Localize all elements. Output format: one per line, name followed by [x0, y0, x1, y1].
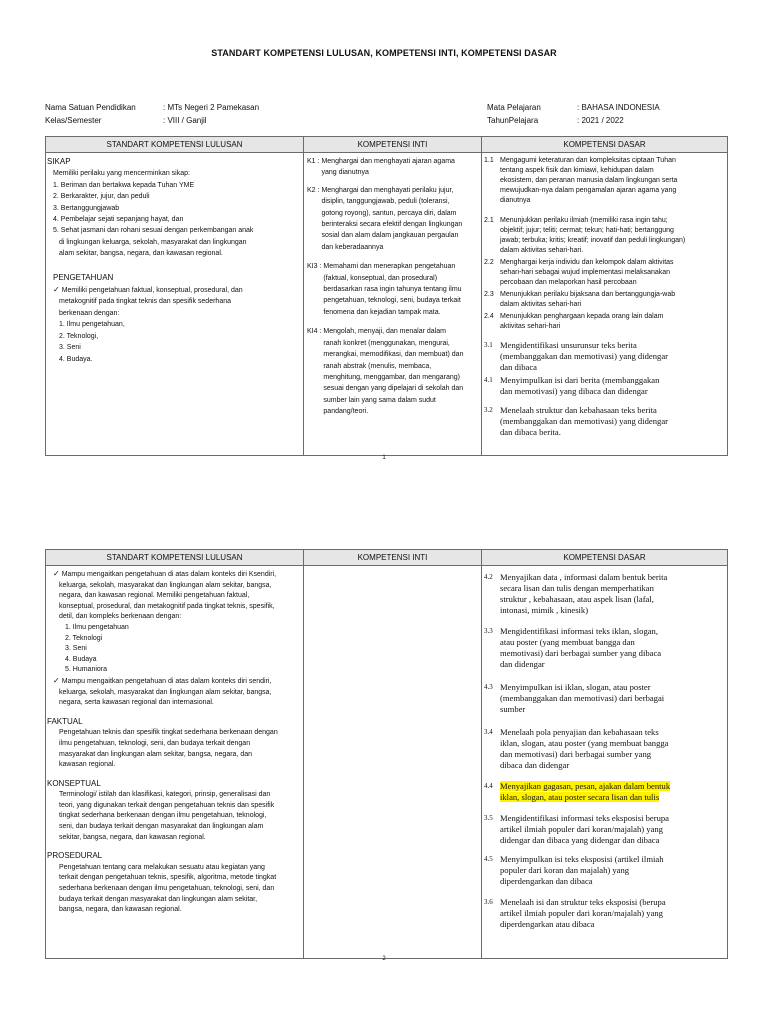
text-line: pengetahuan, teknologi, seni, budaya terkait: [323, 297, 461, 305]
page-number: 2: [382, 956, 386, 962]
meta-value: : VIII / Ganjil: [163, 116, 207, 125]
kd-number: 3.4: [484, 728, 493, 736]
ki-item: [307, 261, 477, 318]
text-line: sehari-hari sebagai wujud implementasi melaksanakan: [500, 269, 671, 276]
text-line: mewujudkan-nya dalam pengamalan ajaran agama yang: [500, 187, 677, 194]
text-line: pandang/teori.: [323, 408, 369, 416]
text-line: objektif; jujur; teliti; cermat; tekun; hati-hati; bertanggung: [500, 227, 674, 234]
text-line: negara, dan kawasan regional. Memiliki pengetahuan faktual,: [59, 592, 250, 600]
text-line: Mengidentifikasi informasi teks eksposisi berupa: [500, 813, 669, 823]
kd-number: 2.4: [484, 313, 494, 320]
text-line: didengar dan dibaca yang didengar dan dibaca: [500, 835, 660, 845]
text-line: atau poster (yang membuat bangga dan: [500, 637, 635, 647]
kd-item: [484, 897, 723, 930]
text-line: dibaca dan didengar: [500, 760, 570, 770]
text-line: Mengidentifikasi informasi teks iklan, slogan,: [500, 626, 659, 636]
list-item: 4. Budaya: [65, 655, 97, 663]
list-item: 5. Sehat jasmani dan rohani sesuai dengan perkembangan anak: [53, 227, 254, 235]
text-line: berdasarkan rasa ingin tahunya tentang ilmu: [323, 286, 462, 294]
text-line: percobaan dan melaporkan hasil percobaan: [500, 279, 637, 286]
list-item: 3. Bertanggungjawab: [53, 204, 120, 212]
text-line: ranah konkret (menggunakan, mengurai,: [323, 339, 450, 347]
text-line: kawasan regional.: [59, 761, 116, 769]
highlighted-text: iklan, slogan, atau poster secara lisan dan tulis: [500, 792, 660, 802]
text-line: (faktual, konseptual, dan prosedural): [323, 274, 438, 282]
text-line: Menghargai dan menghayati perilaku jujur,: [321, 186, 454, 194]
text-line: bangsa, negara, dan kawasan regional.: [59, 906, 182, 914]
kd-item: [484, 727, 723, 771]
text-line: sosial dan alam dalam jangkauan pergaulan: [321, 232, 459, 240]
section-heading-konseptual: KONSEPTUAL: [47, 778, 101, 788]
competency-table-2: [45, 549, 728, 959]
kd-number: 2.1: [484, 217, 494, 224]
kd-item: [484, 258, 723, 288]
text-line: (membanggakan dan memotivasi) yang didengar: [500, 416, 669, 426]
meta-label: Kelas/Semester: [45, 116, 102, 125]
text-line: sederhana berkenaan dengan ilmu pengetahuan, teknologi, seni, dan: [59, 885, 275, 893]
text-line: Terminologi/ istilah dan klasifikasi, kategori, prinsip, generalisasi dan: [59, 791, 271, 799]
page-number: 1: [382, 455, 386, 461]
text-line: detil, dan kompleks berkenaan dengan:: [59, 613, 182, 621]
ki-item: [307, 326, 477, 417]
kd-number: 1.1: [484, 157, 494, 164]
ki-item: [307, 185, 477, 253]
text-line: dan dibaca: [500, 362, 537, 372]
text-line: Memahami dan menerapkan pengetahuan: [323, 263, 456, 271]
text-line: Menunjukkan penghargaan kepada orang lain dalam: [500, 313, 664, 320]
kd-item: [484, 290, 723, 310]
text-line: masyarakat dan lingkungan alam sekitar, bangsa, negara, dan: [59, 750, 253, 758]
kd-number: 4.4: [484, 782, 493, 790]
kd-item: [484, 572, 723, 616]
text-line: terkait dengan pengetahuan teknis, spesifik, algoritma, metode tingkat: [59, 874, 277, 882]
ki-key: K1 :: [307, 158, 320, 165]
text-line: gotong royong), santun, percaya diri, dalam: [321, 209, 457, 217]
document-page-1: [0, 0, 768, 470]
list-item: 4. Budaya.: [59, 355, 93, 363]
competency-table-1: [45, 136, 728, 456]
document-page-2: [0, 490, 768, 1024]
list-item: 3. Seni: [65, 645, 87, 653]
text-line: diperdengarkan atau dibaca: [500, 919, 595, 929]
kd-item: [484, 626, 723, 670]
list-item: di lingkungan keluarga, sekolah, masyarakat dan lingkungan: [59, 238, 247, 246]
column-header-skl: STANDART KOMPETENSI LULUSAN: [46, 137, 304, 153]
text-line: Menyimpulkan isi iklan, slogan, atau poster: [500, 682, 651, 692]
kd-number: 3.3: [484, 627, 493, 635]
kd-number: 2.3: [484, 291, 494, 298]
kd-item: [484, 340, 723, 373]
checklist-line: ✓ Mampu mengaitkan pengetahuan di atas dalam konteks diri sendiri,: [47, 676, 299, 688]
text-line: dianutnya: [500, 197, 531, 204]
checklist-line: ✓ Memiliki pengetahuan faktual, konseptual, prosedural, dan: [47, 284, 299, 296]
text-line: tingkat sederhana berkenaan dengan ilmu pengetahuan, teknologi,: [59, 812, 267, 820]
text-line: Menunjukkan perilaku bijaksana dan bertanggungja-wab: [500, 291, 676, 298]
text-line: Menyimpulkan isi dari berita (membanggakan: [500, 375, 660, 385]
meta-label: Nama Satuan Pendidikan: [45, 103, 136, 112]
text-line: Pengetahuan teknis dan spesifik tingkat sederhana berkenaan dengan: [59, 729, 278, 737]
text-line: keluarga, sekolah, masyarakat dan lingkungan alam sekitar, bangsa,: [59, 688, 272, 696]
skl-cell: [46, 566, 304, 959]
ki-key: KI4 :: [307, 328, 322, 336]
text-line: artikel ilmiah populer dari koran/majalah) yang: [500, 824, 663, 834]
text-line: jawab; terbuka; kritis; kreatif; inovatif dan peduli lingkungan): [500, 237, 686, 244]
text-line: keluarga, sekolah, masyarakat dan lingkungan alam sekitar, bangsa,: [59, 581, 272, 589]
ki-key: K2 :: [307, 186, 320, 194]
kd-item: [484, 312, 723, 332]
text-line: ranah abstrak (menulis, membaca,: [323, 362, 432, 370]
text-line: konseptual, prosedural, dan metakognitif pada tingkat teknis, spesifik,: [59, 602, 275, 610]
ki-cell: [304, 566, 482, 959]
text-line: merangkai, memodifikasi, dan membuat) dan: [323, 351, 464, 359]
text-line: metakognitif pada tingkat teknis dan spesifik sederhana: [59, 298, 231, 306]
column-header-ki: KOMPETENSI INTI: [304, 550, 482, 566]
kd-number: 4.5: [484, 855, 493, 863]
kd-item: [484, 682, 723, 715]
text-line: yang dianutnya: [321, 169, 369, 177]
text-line: Menyimpulkan isi teks eksposisi (artikel ilmiah: [500, 854, 664, 864]
list-item: 4. Pembelajar sejati sepanjang hayat, dan: [53, 216, 184, 224]
meta-row: [487, 114, 660, 127]
text-line: tentang aspek fisik dan kimiawi, kehidupan dalam: [500, 167, 654, 174]
meta-row: [487, 101, 660, 114]
ki-item: [307, 156, 477, 179]
text-line: secara lisan dan tulis dengan memperhatikan: [500, 583, 654, 593]
list-item: 1. Ilmu pengetahuan: [65, 623, 129, 631]
text-line: berkenaan dengan:: [59, 309, 120, 317]
kd-item: [484, 813, 723, 846]
kd-number: 4.3: [484, 683, 493, 691]
list-item: 2. Berkarakter, jujur, dan peduli: [53, 193, 150, 201]
section-heading-prosedural: PROSEDURAL: [47, 851, 103, 861]
kd-item: [484, 375, 723, 397]
list-item: 1. Ilmu pengetahuan,: [59, 321, 125, 329]
kd-number: 4.1: [484, 376, 493, 384]
column-header-kd: KOMPETENSI DASAR: [482, 137, 728, 153]
kd-number: 3.1: [484, 341, 493, 349]
text-line: populer dari koran dan majalah) yang: [500, 865, 630, 875]
text-line: budaya terkait dengan masyarakat dan lingkungan alam sekitar,: [59, 895, 258, 903]
text-line: Mengolah, menyaji, dan menalar dalam: [323, 328, 446, 336]
text-line: disiplin, tanggungjawab, peduli (toleransi,: [321, 198, 450, 206]
text-line: dan didengar: [500, 659, 545, 669]
meta-label: TahunPelajara: [487, 116, 539, 125]
text-line: artikel ilmiah populer dari koran/majalah) yang: [500, 908, 663, 918]
kd-number: 3.2: [484, 406, 493, 414]
list-item: 2. Teknologi: [65, 634, 103, 642]
text-line: intonasi, mimik , kinesik): [500, 605, 589, 615]
kd-number: 4.2: [484, 573, 493, 581]
text-line: sumber lain yang sama dalam sudut: [323, 396, 436, 404]
text-line: menghitung, menggambar, dan mengarang): [323, 373, 460, 381]
text-line: sesuai dengan yang dipelajari di sekolah dan: [323, 385, 464, 393]
text-line: fenomena dan kejadian tampak mata.: [323, 308, 441, 316]
kd-cell: [482, 566, 728, 959]
section-heading-pengetahuan: PENGETAHUAN: [53, 272, 114, 282]
text-line: Pengetahuan tentang cara melakukan sesuatu atau kegiatan yang: [59, 863, 265, 871]
text-line: dan memotivasi) yang dibaca dan didengar: [500, 386, 648, 396]
text-line: ekosistem, dan peranan manusia dalam lingkungan serta: [500, 177, 678, 184]
text-line: Menunjukkan perilaku ilmiah (memiliki rasa ingin tahu;: [500, 217, 668, 224]
text-line: teori, yang digunakan terkait dengan pengetahuan teknis dan spesifik: [59, 801, 275, 809]
skl-cell: [46, 153, 304, 456]
text-line: aktivitas sehari-hari: [500, 323, 561, 330]
list-item: 1. Beriman dan bertakwa kepada Tuhan YME: [53, 181, 195, 189]
text-line: negara, serta kawasan regional dan internasional.: [59, 699, 214, 707]
kd-item: [484, 405, 723, 438]
section-heading-sikap: SIKAP: [47, 157, 71, 166]
list-item: 5. Humaniora: [65, 666, 108, 674]
text-line: dalam aktivitas sehari-hari: [500, 301, 582, 308]
meta-label: Mata Pelajaran: [487, 103, 541, 112]
kd-item-highlighted: [484, 781, 723, 803]
ki-key: KI3 :: [307, 263, 322, 271]
text-line: iklan, slogan, atau poster (yang membuat bangga: [500, 738, 669, 748]
page-title: STANDART KOMPETENSI LULUSAN, KOMPETENSI INTI, KOMPETENSI DASAR: [211, 48, 557, 58]
text-line: Menelaah pola penyajian dan kebahasaan teks: [500, 727, 659, 737]
meta-right: [487, 101, 660, 127]
column-header-ki: KOMPETENSI INTI: [304, 137, 482, 153]
text-line: dan dibaca berita.: [500, 427, 561, 437]
ki-cell: [304, 153, 482, 456]
kd-number: 3.6: [484, 898, 493, 906]
kd-cell: [482, 153, 728, 456]
text-line: dan memotivasi) dari berbagai sumber yang: [500, 749, 652, 759]
meta-value: : 2021 / 2022: [577, 116, 624, 125]
kd-item: [484, 854, 723, 887]
meta-row: [45, 101, 259, 114]
column-header-skl: STANDART KOMPETENSI LULUSAN: [46, 550, 304, 566]
text-line: Menelaah isi dan struktur teks eksposisi (berupa: [500, 897, 666, 907]
text-line: Menghargai dan menghayati ajaran agama: [321, 158, 455, 165]
meta-value: : MTs Negeri 2 Pamekasan: [163, 103, 260, 112]
text-line: memotivasi) dari berbagai sumber yang dibaca: [500, 648, 662, 658]
text-line: (membanggakan dan memotivasi) yang didengar: [500, 351, 669, 361]
checklist-line: ✓ Mampu mengaitkan pengetahuan di atas dalam konteks diri Ksendiri,: [47, 569, 299, 581]
text-line: dan keberadaannya: [321, 243, 384, 251]
text-line: Menelaah struktur dan kebahasaan teks berita: [500, 405, 657, 415]
highlighted-text: Menyajikan gagasan, pesan, ajakan dalam bentuk: [500, 781, 671, 791]
column-header-kd: KOMPETENSI DASAR: [482, 550, 728, 566]
meta-row: [45, 114, 259, 127]
kd-number: 2.2: [484, 259, 494, 266]
text-line: sumber: [500, 704, 526, 714]
text-line: struktur , kebahasaan, atau aspek lisan (lafal,: [500, 594, 654, 604]
meta-value: : BAHASA INDONESIA: [577, 103, 660, 112]
text-line: seni, dan budaya terkait dengan masyarakat dan lingkungan alam: [59, 823, 264, 831]
list-item: alam sekitar, bangsa, negara, dan kawasan regional.: [59, 250, 223, 258]
kd-item: [484, 216, 723, 256]
text-line: berinteraksi secara efektif dengan lingkungan: [321, 221, 463, 229]
text-line: Mengagumi keteraturan dan kompleksitas ciptaan Tuhan: [500, 157, 676, 164]
text-line: ilmu pengetahuan, teknologi, seni, dan budaya terkait dengan: [59, 739, 251, 747]
kd-item: [484, 156, 723, 206]
list-item: 3. Seni: [59, 344, 81, 352]
kd-number: 3.5: [484, 814, 493, 822]
list-item: 2. Teknologi,: [59, 332, 99, 340]
text-line: diperdengarkan dan dibaca: [500, 876, 593, 886]
text-line: sekitar, bangsa, negara, dan kawasan regional.: [59, 833, 206, 841]
meta-left: [45, 101, 259, 127]
text-line: Menyajikan data , informasi dalam bentuk berita: [500, 572, 668, 582]
text-line: Mengidentifikasi unsurunsur teks berita: [500, 340, 637, 350]
text-line: dalam aktivitas sehari-hari.: [500, 247, 584, 254]
text-line: (membanggakan dan memotivasi) dari berbagai: [500, 693, 665, 703]
text-line: Memiliki perilaku yang mencerminkan sikap:: [53, 170, 190, 178]
section-heading-faktual: FAKTUAL: [47, 716, 83, 726]
text-line: Menghargai kerja individu dan kelompok dalam aktivitas: [500, 259, 674, 266]
